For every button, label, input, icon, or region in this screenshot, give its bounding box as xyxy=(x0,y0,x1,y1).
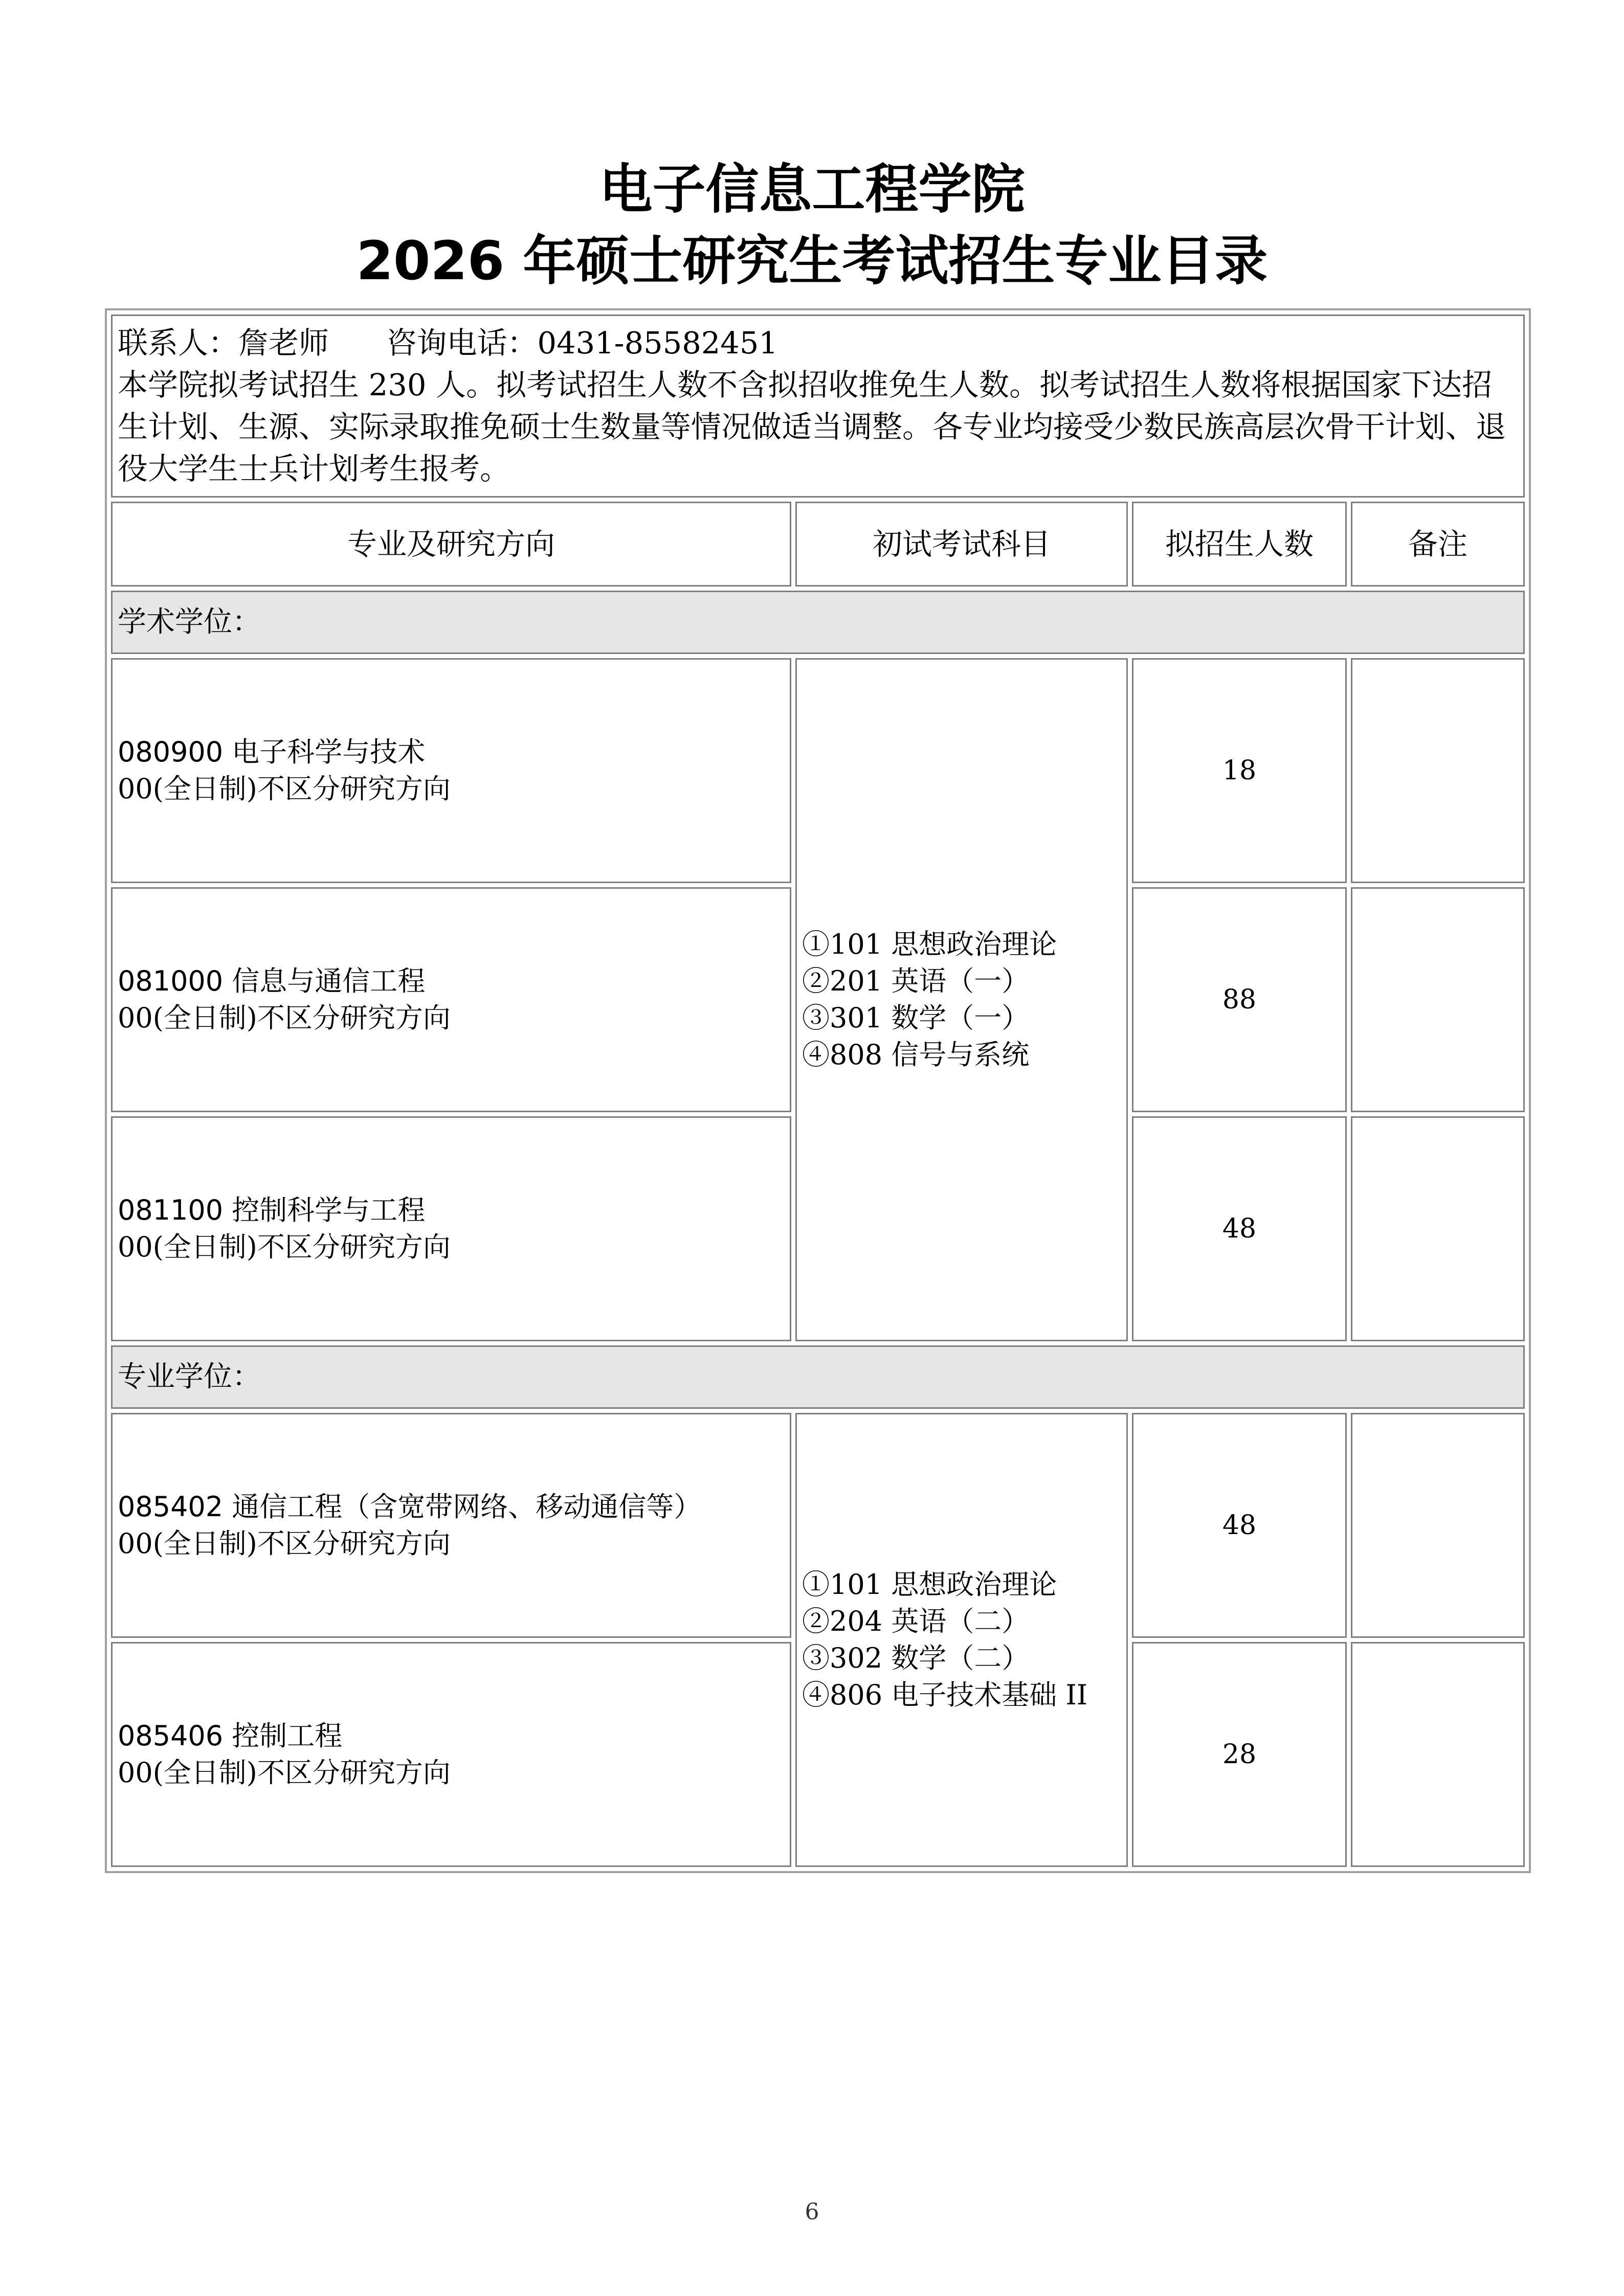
page-title: 电子信息工程学院 xyxy=(599,158,1025,220)
major-name: 085402 通信工程（含宽带网络、移动通信等） xyxy=(118,1491,702,1523)
section-row xyxy=(111,591,1525,654)
exam-subjects-academic xyxy=(795,658,1128,1341)
exam-subject: ③301 数学（一） xyxy=(802,1002,1030,1034)
header-subjects: 初试考试科目 xyxy=(795,502,1128,587)
enrollment-description: 本学院拟考试招生 230 人。拟考试招生人数不含拟招收推免生人数。拟考试招生人数将根据国家下达招生计划、生源、实际录取推免硕士生数量等情况做适当调整。各专业均接受少数民族高层次骨干计划、退役大学生士兵计划考生报考。 xyxy=(118,367,1506,486)
page-subtitle: 2026 年硕士研究生考试招生专业目录 xyxy=(356,230,1268,292)
exam-subject: ②201 英语（一） xyxy=(802,965,1030,997)
enrollment-count: 48 xyxy=(1132,1413,1347,1638)
table-row xyxy=(111,658,1525,883)
major-name: 085406 控制工程 xyxy=(118,1720,343,1752)
section-label-academic: 学术学位： xyxy=(111,591,1525,654)
major-name: 081100 控制科学与工程 xyxy=(118,1194,426,1226)
notes-cell xyxy=(1351,658,1525,883)
contact-info: 联系人：詹老师 咨询电话：0431-85582451 xyxy=(118,325,778,361)
exam-subject: ②204 英语（二） xyxy=(802,1605,1030,1637)
major-direction: 00(全日制)不区分研究方向 xyxy=(118,773,451,805)
header-count: 拟招生人数 xyxy=(1132,502,1347,587)
major-cell xyxy=(111,1413,791,1638)
enrollment-count: 28 xyxy=(1132,1642,1347,1867)
exam-subject: ①101 思想政治理论 xyxy=(802,928,1057,960)
exam-subject: ④808 信号与系统 xyxy=(802,1039,1030,1071)
section-label-professional: 专业学位： xyxy=(111,1345,1525,1409)
notes-cell xyxy=(1351,1642,1525,1867)
exam-subject: ④806 电子技术基础 II xyxy=(802,1679,1088,1711)
major-cell xyxy=(111,1116,791,1341)
section-row xyxy=(111,1345,1525,1409)
enrollment-count: 18 xyxy=(1132,658,1347,883)
exam-subjects-professional xyxy=(795,1413,1128,1867)
major-name: 081000 信息与通信工程 xyxy=(118,965,426,997)
notes-cell xyxy=(1351,1116,1525,1341)
notes-cell xyxy=(1351,887,1525,1112)
table-row xyxy=(111,1413,1525,1638)
major-direction: 00(全日制)不区分研究方向 xyxy=(118,1757,451,1789)
major-cell xyxy=(111,887,791,1112)
major-cell xyxy=(111,658,791,883)
header-row xyxy=(111,502,1525,587)
major-name: 080900 电子科学与技术 xyxy=(118,736,426,768)
major-direction: 00(全日制)不区分研究方向 xyxy=(118,1002,451,1034)
major-direction: 00(全日制)不区分研究方向 xyxy=(118,1527,451,1560)
info-cell xyxy=(111,314,1525,498)
major-direction: 00(全日制)不区分研究方向 xyxy=(118,1231,451,1263)
catalog-table xyxy=(105,308,1531,1873)
enrollment-count: 88 xyxy=(1132,887,1347,1112)
header-major: 专业及研究方向 xyxy=(111,502,791,587)
enrollment-count: 48 xyxy=(1132,1116,1347,1341)
exam-subject: ①101 思想政治理论 xyxy=(802,1568,1057,1601)
info-row xyxy=(111,314,1525,498)
notes-cell xyxy=(1351,1413,1525,1638)
exam-subject: ③302 数学（二） xyxy=(802,1642,1030,1674)
header-notes: 备注 xyxy=(1351,502,1525,587)
page-number: 6 xyxy=(805,2199,819,2225)
major-cell xyxy=(111,1642,791,1867)
